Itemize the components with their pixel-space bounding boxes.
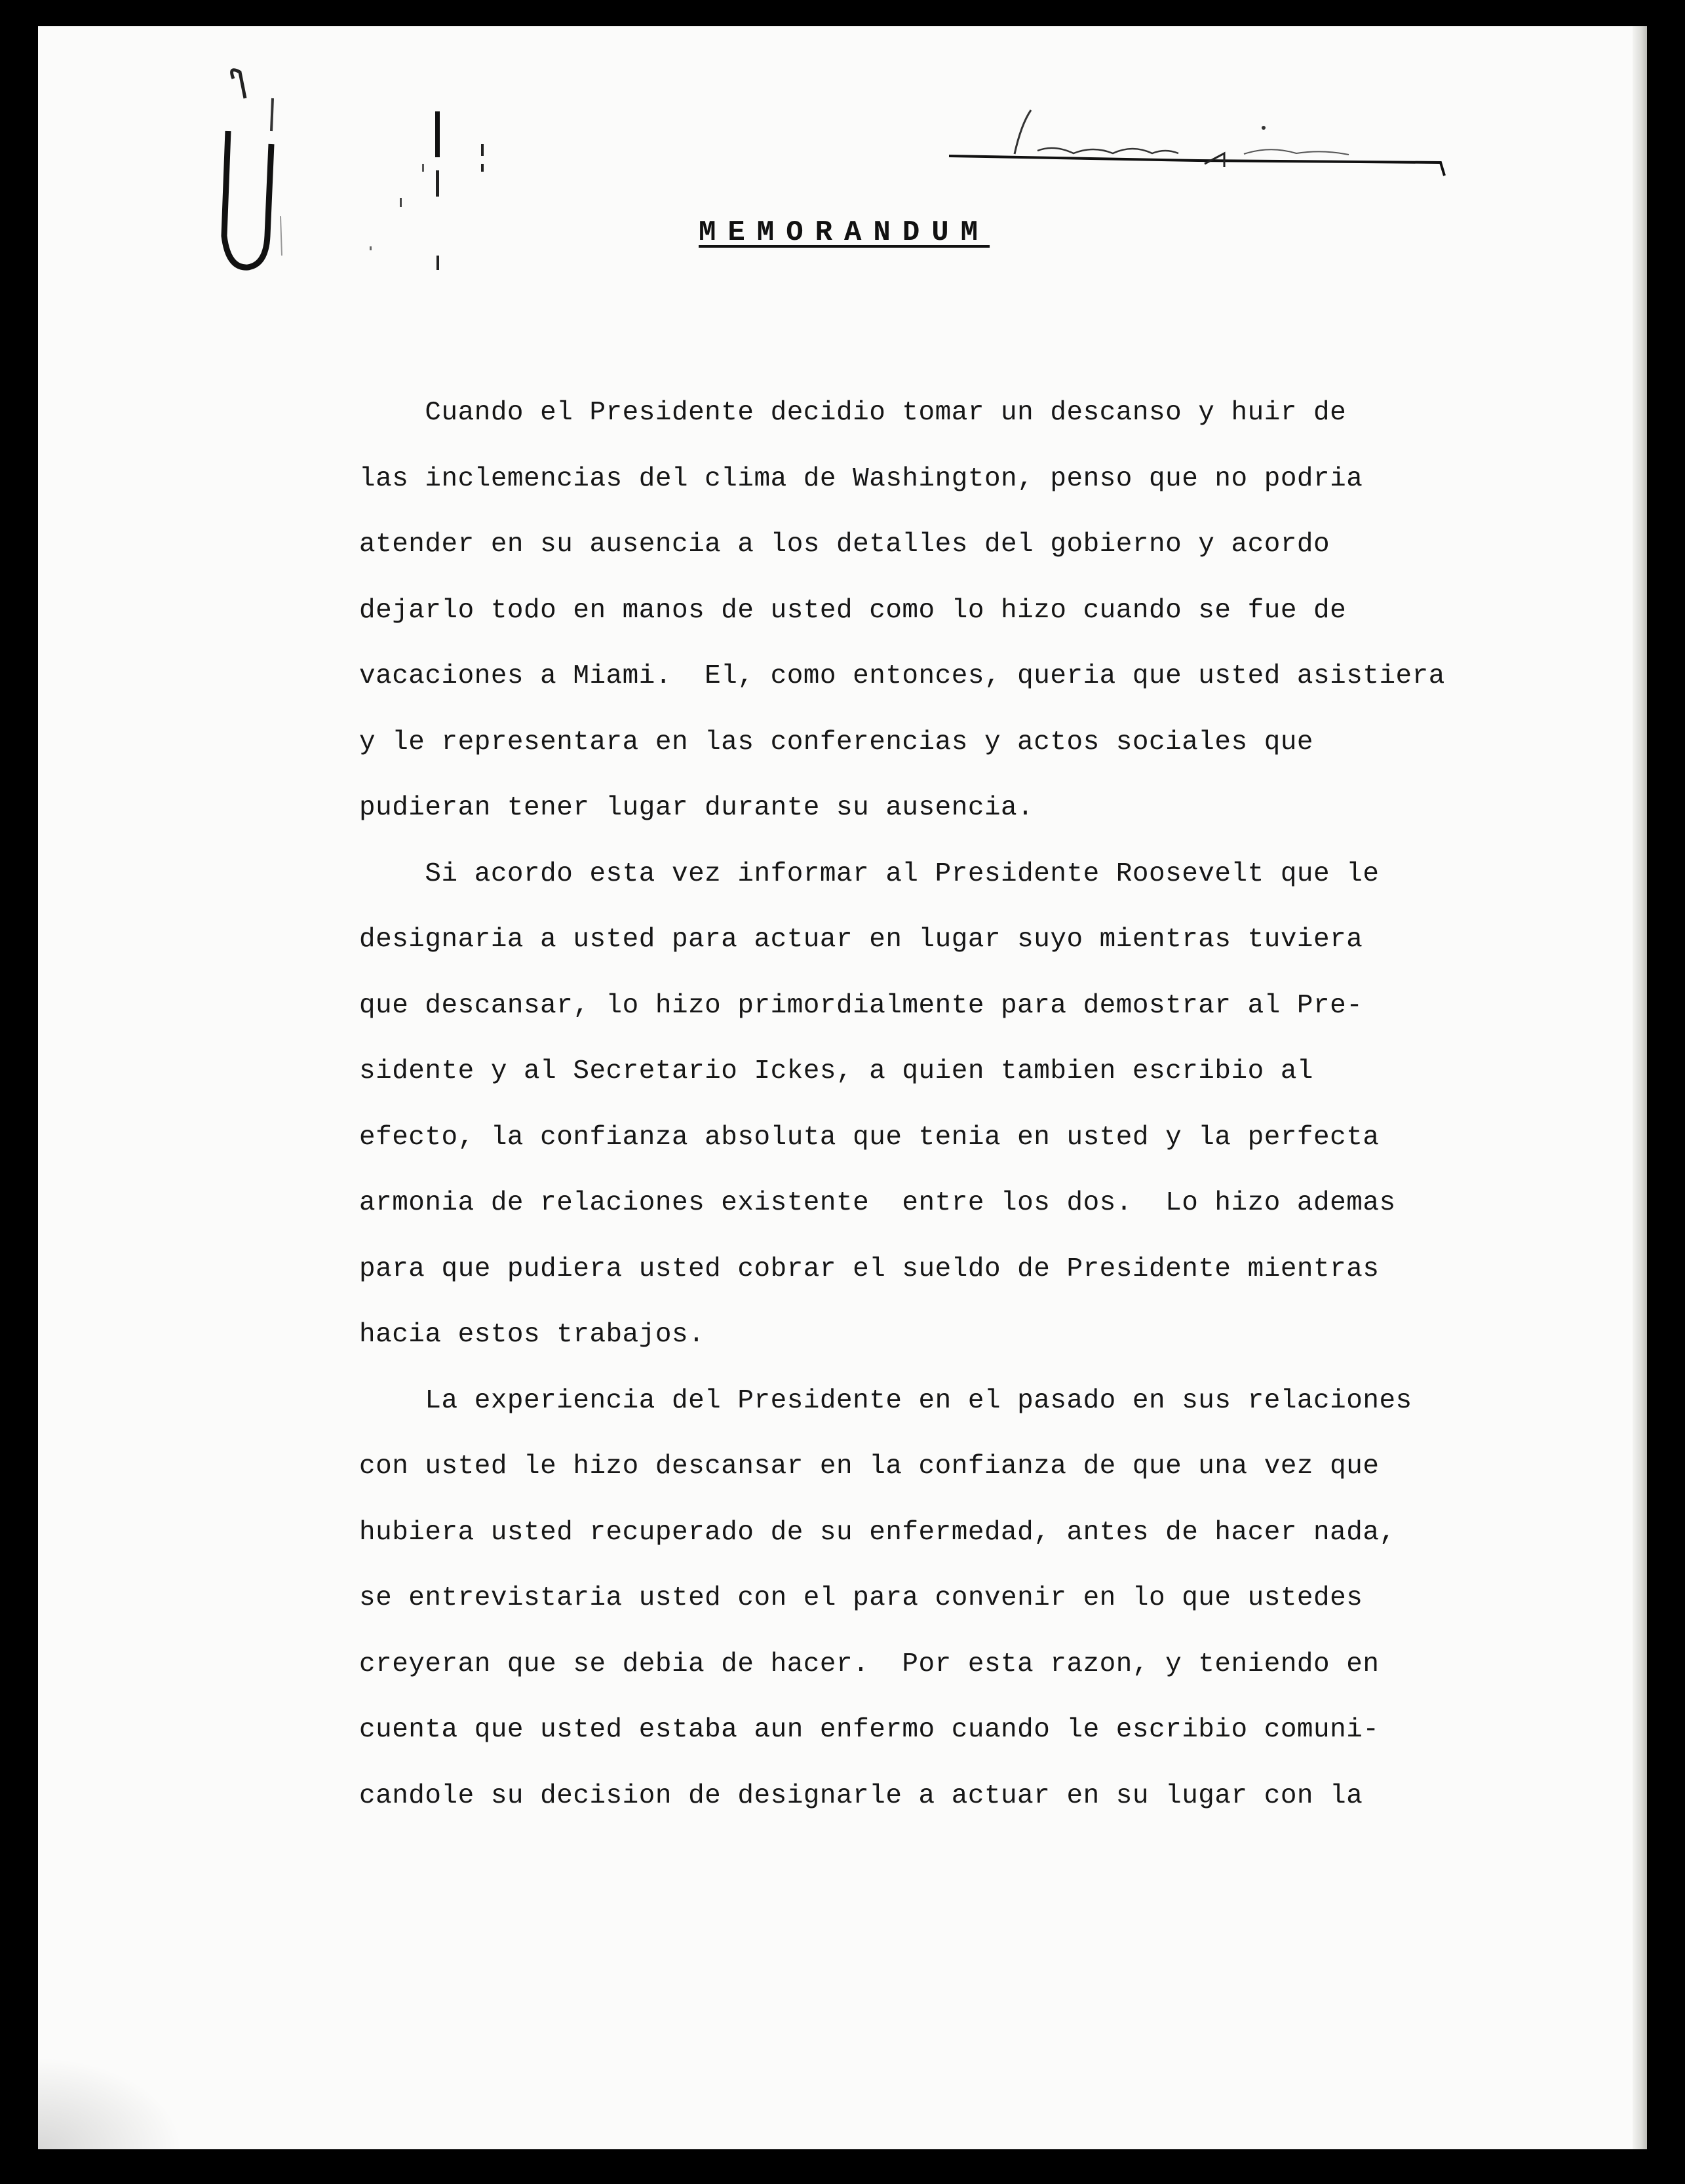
signature-scrawl	[916, 85, 1447, 183]
text-line: y le representara en las conferencias y actos sociales que	[359, 727, 1314, 757]
text-line: atender en su ausencia a los detalles del gobierno y acordo	[359, 529, 1330, 560]
paperclip-mark-icon	[156, 59, 575, 295]
memo-body	[359, 380, 1513, 1829]
text-line: designaria a usted para actuar en lugar suyo mientras tuviera	[359, 925, 1363, 955]
page-title: MEMORANDUM	[699, 216, 990, 249]
text-line: armonia de relaciones existente entre los dos. Lo hizo ademas	[359, 1188, 1396, 1218]
text-line: para que pudiera usted cobrar el sueldo de Presidente mientras	[359, 1254, 1380, 1284]
page-edge	[1633, 26, 1647, 2149]
text-line: dejarlo todo en manos de usted como lo hizo cuando se fue de	[359, 595, 1347, 626]
paragraph	[359, 1368, 1513, 1830]
text-line: Si acordo esta vez informar al Presidente Roosevelt que le	[359, 858, 1380, 889]
text-line: con usted le hizo descansar en la confianza de que una vez que	[359, 1451, 1380, 1482]
page-smudge	[38, 2058, 182, 2149]
text-line: sidente y al Secretario Ickes, a quien tambien escribio al	[359, 1056, 1314, 1086]
paragraph	[359, 380, 1513, 841]
text-line: candole su decision de designarle a actuar en su lugar con la	[359, 1780, 1363, 1811]
text-line: Cuando el Presidente decidio tomar un descanso y huir de	[359, 398, 1347, 428]
text-line: La experiencia del Presidente en el pasado en sus relaciones	[359, 1385, 1412, 1416]
text-line: hacia estos trabajos.	[359, 1320, 705, 1350]
text-line: vacaciones a Miami. El, como entonces, queria que usted asistiera	[359, 661, 1445, 691]
paragraph	[359, 841, 1513, 1368]
text-line: cuenta que usted estaba aun enfermo cuando le escribio comuni-	[359, 1715, 1380, 1745]
text-line: efecto, la confianza absoluta que tenia en usted y la perfecta	[359, 1122, 1380, 1153]
text-line: que descansar, lo hizo primordialmente para demostrar al Pre-	[359, 990, 1363, 1021]
text-line: hubiera usted recuperado de su enfermedad, antes de hacer nada,	[359, 1517, 1396, 1548]
document-page	[38, 26, 1647, 2149]
text-line: las inclemencias del clima de Washington, penso que no podria	[359, 463, 1363, 494]
text-line: se entrevistaria usted con el para convenir en lo que ustedes	[359, 1583, 1363, 1613]
text-line: pudieran tener lugar durante su ausencia.	[359, 793, 1034, 823]
text-line: creyeran que se debia de hacer. Por esta razon, y teniendo en	[359, 1649, 1380, 1679]
